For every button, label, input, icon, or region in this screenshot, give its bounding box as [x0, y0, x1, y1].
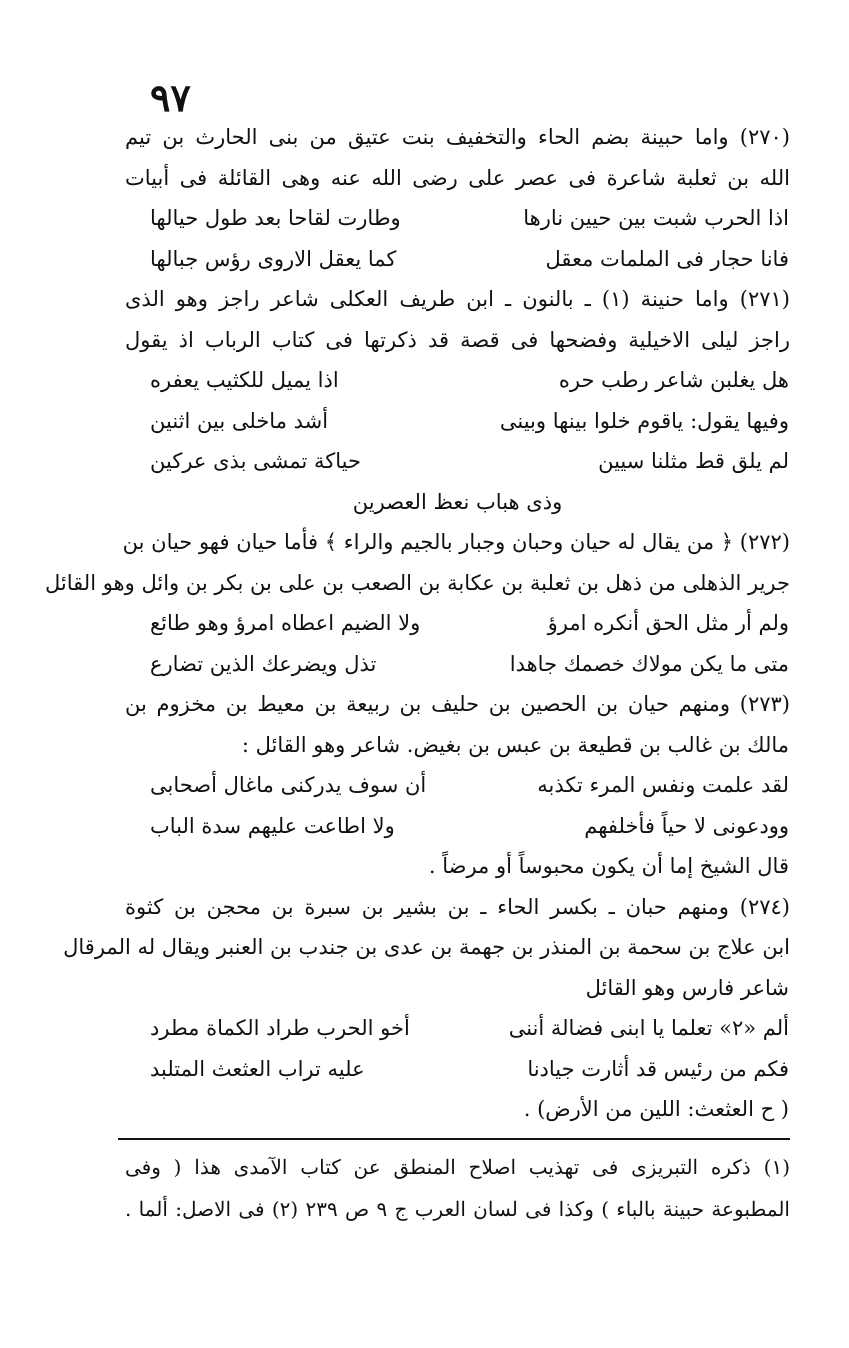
verse-first-hemistich: اذا الحرب شبت بين حيين نارها: [523, 206, 789, 230]
prose-line: (٢٧٢) ﴿ من يقال له حيان وحبان وجبار بالجيم والراء ﴾ فأما حيان فهو حيان بن: [122, 530, 790, 554]
verse-second-hemistich: أن سوف يدركنى ماغال أصحابى: [150, 773, 427, 797]
verse-first-hemistich: وفيها يقول: ياقوم خلوا بينها وبينى: [499, 408, 789, 433]
text-line: شاعر فارس وهو القائل: [585, 975, 789, 1000]
verse-second-hemistich: أشد ماخلى بين اثنين: [150, 408, 329, 433]
verse-first-hemistich: ولم أر مثل الحق أنكره امرؤ: [547, 611, 789, 635]
page-number: ٩٧: [150, 75, 191, 120]
verse-first-hemistich: لقد علمت ونفس المرء تكذبه: [537, 773, 789, 797]
prose-line: ابن علاج بن سحمة بن المنذر بن جهمة بن عدى بن جندب بن العنبر ويقال له المرقال: [63, 935, 790, 959]
verse-second-hemistich: أخو الحرب طراد الكماة مطرد: [150, 1016, 410, 1040]
prose-line: (٢٧٤) ومنهم حبان ـ بكسر الحاء ـ بن بشير بن سبرة بن محجن بن كثوة: [125, 894, 790, 919]
verse-first-hemistich: وودعونى لا حياً فأخلفهم: [584, 813, 789, 838]
verse-first-hemistich: متى ما يكن مولاك خصمك جاهدا: [509, 651, 789, 676]
verse-second-hemistich: ولا الضيم اعطاه امرؤ وهو طائع: [150, 611, 421, 635]
verse-second-hemistich: اذا يميل للكثيب يعفره: [150, 368, 339, 392]
verse-first-hemistich: فانا حجار فى الملمات معقل: [545, 246, 789, 271]
footnote-line: (١) ذكره التبريزى فى تهذيب اصلاح المنطق عن كتاب الآمدى هذا ( وفى: [125, 1155, 790, 1179]
footnote-line: المطبوعة حبينة بالباء ) وكذا فى لسان العرب ج ٩ ص ٢٣٩ (٢) فى الاصل: ألما .: [125, 1197, 790, 1221]
verse-centered-line: وذى هباب نعظ العصرين: [352, 489, 563, 514]
verse-second-hemistich: وطارت لقاحا بعد طول حيالها: [150, 206, 401, 230]
verse-first-hemistich: هل يغلبن شاعر رطب حره: [558, 368, 789, 392]
prose-line: جرير الذهلى من ذهل بن ثعلبة بن عكابة بن الصعب بن على بن بكر بن وائل وهو القائل: [45, 570, 790, 595]
verse-second-hemistich: عليه تراب العثعث المتلبد: [150, 1056, 365, 1081]
text-line: مالك بن غالب بن قطيعة بن عبس بن بغيض. شاعر وهو القائل :: [241, 732, 789, 757]
prose-line: الله بن ثعلبة شاعرة فى عصر على رضى الله عنه وهى القائلة فى أبيات: [125, 165, 790, 190]
verse-second-hemistich: ولا اطاعت عليهم سدة الباب: [150, 813, 395, 838]
text-line: ( ح العثعث: اللين من الأرض) .: [523, 1097, 789, 1121]
verse-second-hemistich: تذل ويضرعك الذين تضارع: [150, 651, 377, 676]
verse-first-hemistich: ألم «٢» تعلما يا ابنى فضالة أننى: [508, 1016, 789, 1040]
prose-line: (٢٧٠) واما حبينة بضم الحاء والتخفيف بنت عتيق من بنى الحارث بن تيم: [125, 125, 790, 149]
prose-line: (٢٧٣) ومنهم حيان بن الحصين بن حليف بن ربيعة بن معيط بن مخزوم بن: [125, 692, 790, 716]
verse-second-hemistich: حياكة تمشى بذى عركين: [150, 449, 361, 473]
verse-first-hemistich: لم يلق قط مثلنا سيين: [598, 449, 789, 473]
prose-line: (٢٧١) واما حنينة (١) ـ بالنون ـ ابن طريف العكلى شاعر راجز وهو الذى: [125, 287, 790, 311]
text-line: قال الشيخ إما أن يكون محبوساً أو مرضاً .: [428, 854, 789, 878]
verse-second-hemistich: كما يعقل الاروى رؤس جبالها: [150, 246, 397, 271]
footnote-divider: [118, 1138, 790, 1140]
prose-line: راجز ليلى الاخيلية وفضحها فى قصة قد ذكرتها فى كتاب الرباب اذ يقول: [125, 327, 790, 352]
verse-first-hemistich: فكم من رئيس قد أثارت جيادنا: [527, 1056, 789, 1081]
